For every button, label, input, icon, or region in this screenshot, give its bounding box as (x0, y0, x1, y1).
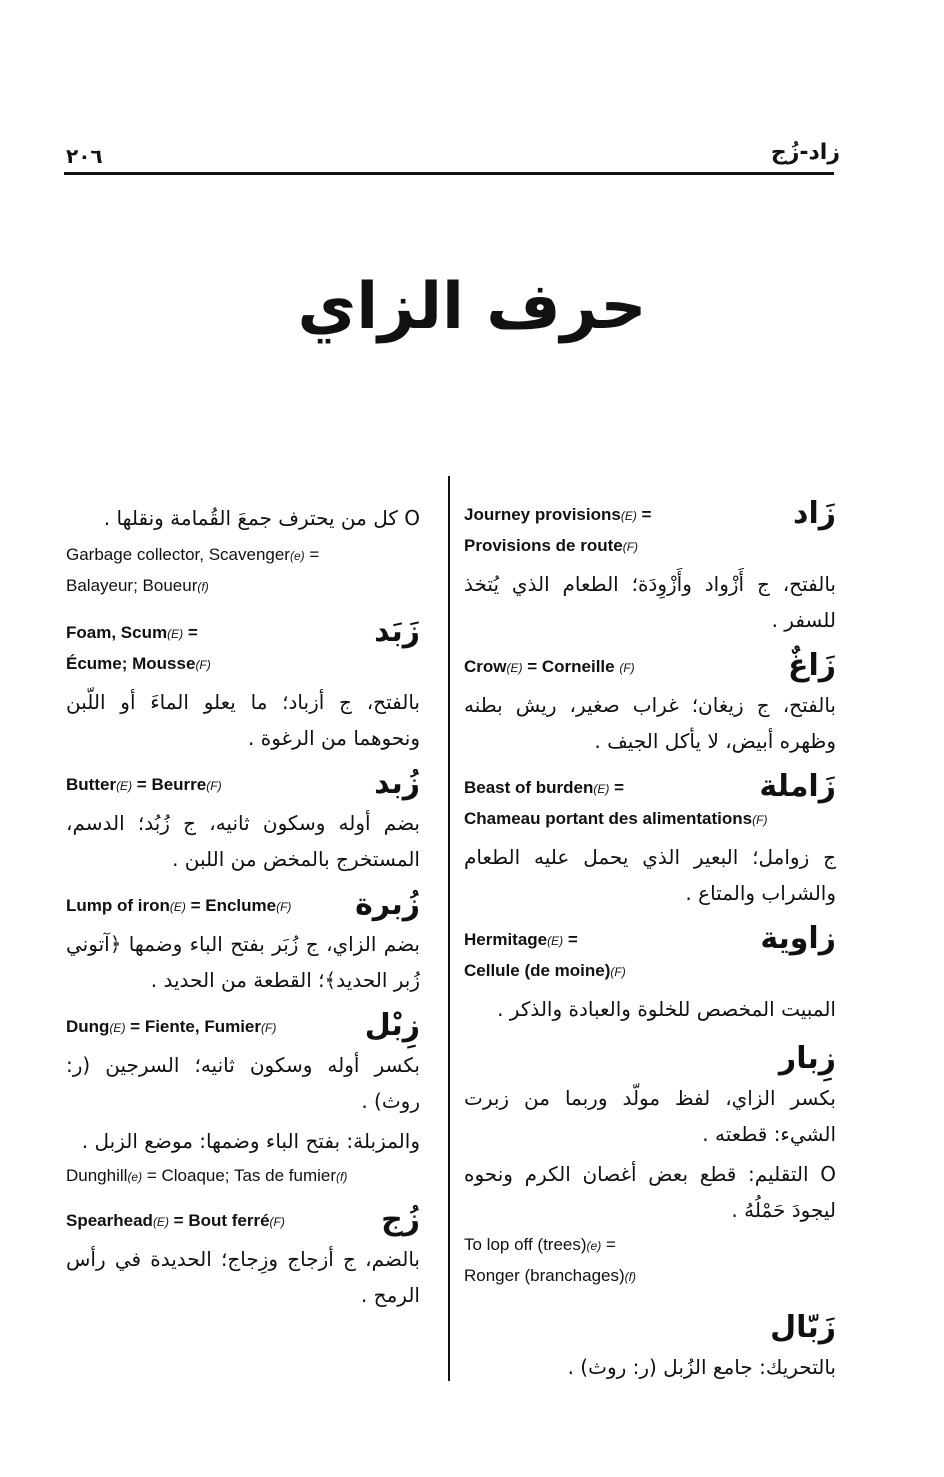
left-column (66, 500, 420, 1327)
french-gloss: Cellule (de moine)(F) (464, 961, 626, 980)
headword: زَاغٌ (787, 648, 836, 683)
dictionary-entry (464, 648, 836, 759)
french-gloss: Écume; Mousse(F) (66, 654, 211, 673)
headword: زُج (381, 1202, 420, 1237)
arabic-definition: بالفتح، ج أزباد؛ ما يعلو الماءَ أو اللّبن ونحوهما من الرغوة . (66, 690, 420, 750)
dictionary-entry (464, 769, 836, 911)
headword: زُبرة (355, 887, 420, 922)
sub-gloss: Dunghill(e) = Cloaque; Tas de fumier(f) (66, 1166, 348, 1185)
dictionary-entry (66, 614, 420, 756)
headword: زَاملة (759, 769, 836, 804)
header-rule (64, 172, 834, 175)
continuation-entry (66, 500, 420, 602)
english-gloss: Butter(E) = Beurre(F) (66, 775, 222, 794)
dictionary-entry (66, 766, 420, 877)
english-gloss: Dung(E) = Fiente, Fumier(F) (66, 1017, 277, 1036)
french-gloss: Chameau portant des alimentations(F) (464, 809, 768, 828)
arabic-definition: بالفتح، ج زيغان؛ غراب صغير، ريش بطنه وظهره أبيض، لا يأكل الجيف . (464, 693, 836, 753)
headword: زَبَد (374, 614, 420, 649)
headword: زُبد (374, 766, 420, 801)
dictionary-entry (464, 1310, 836, 1385)
column-divider (448, 476, 450, 1381)
english-gloss: Beast of burden(E) = (464, 778, 625, 797)
english-gloss: Foam, Scum(E) = (66, 623, 198, 642)
arabic-definition: بكسر أوله وسكون ثانيه؛ السرجين (ر: روث) . (66, 1053, 420, 1113)
headword: زَاد (793, 496, 836, 531)
headword: زاوية (760, 921, 836, 956)
arabic-definition: بالضم، ج أزجاج وزِجاج؛ الحديدة في رأس الرمح . (66, 1247, 420, 1307)
dictionary-entry (464, 496, 836, 638)
headword: زَبّال (770, 1310, 836, 1345)
dictionary-entry (464, 921, 836, 1027)
sub-gloss-french: Ronger (branchages)(f) (464, 1266, 636, 1285)
arabic-definition: O كل من يحترف جمعَ القُمامة ونقلها . (103, 506, 420, 530)
arabic-definition-extra: والمزبلة: بفتح الباء وضمها: موضع الزبل . (81, 1129, 420, 1153)
arabic-definition: بالتحريك: جامع الزُبل (ر: روث) . (567, 1355, 836, 1379)
dictionary-entry (66, 1008, 420, 1192)
english-gloss: Spearhead(E) = Bout ferré(F) (66, 1211, 285, 1230)
dictionary-entry (66, 887, 420, 998)
english-gloss: Crow(E) = Corneille (F) (464, 657, 635, 676)
arabic-definition-extra: O التقليم: قطع بعض أغصان الكرم ونحوه ليجودَ حَمْلُهُ . (464, 1162, 836, 1222)
french-gloss: Balayeur; Boueur(f) (66, 576, 209, 595)
page-number: ٢٠٦ (66, 144, 103, 168)
arabic-definition: بضم أوله وسكون ثانيه، ج زُبُد؛ الدسم، المستخرج بالمخض من اللبن . (66, 811, 420, 871)
dictionary-entry (464, 1041, 836, 1292)
arabic-definition: ج زوامل؛ البعير الذي يحمل عليه الطعام والشراب والمتاع . (464, 845, 836, 905)
arabic-definition: المبيت المخصص للخلوة والعبادة والذكر . (497, 997, 836, 1021)
arabic-definition: بالفتح، ج أَزْواد وأَزْوِدَة؛ الطعام الذي يُتخذ للسفر . (464, 572, 836, 632)
french-gloss: Provisions de route(F) (464, 536, 639, 555)
running-head: زاد-زُج (770, 140, 840, 165)
headword: زِبْل (364, 1008, 420, 1043)
english-gloss: Garbage collector, Scavenger(e) = (66, 545, 320, 564)
english-gloss: Journey provisions(E) = (464, 505, 652, 524)
english-gloss: Lump of iron(E) = Enclume(F) (66, 896, 292, 915)
section-title: حرف الزاي (297, 270, 647, 344)
english-gloss: Hermitage(E) = (464, 930, 578, 949)
arabic-definition: بضم الزاي، ج زُبَر بفتح الباء وضمها ﴿آتوني زُبر الحديد﴾؛ القطعة من الحديد . (66, 932, 420, 992)
sub-gloss-english: To lop off (trees)(e) = (464, 1235, 616, 1254)
dictionary-entry (66, 1202, 420, 1313)
right-column (464, 496, 836, 1399)
headword: زِبار (778, 1041, 836, 1076)
arabic-definition: بكسر الزاي، لفظ مولّد وربما من زبرت الشيء: قطعته . (464, 1086, 836, 1146)
